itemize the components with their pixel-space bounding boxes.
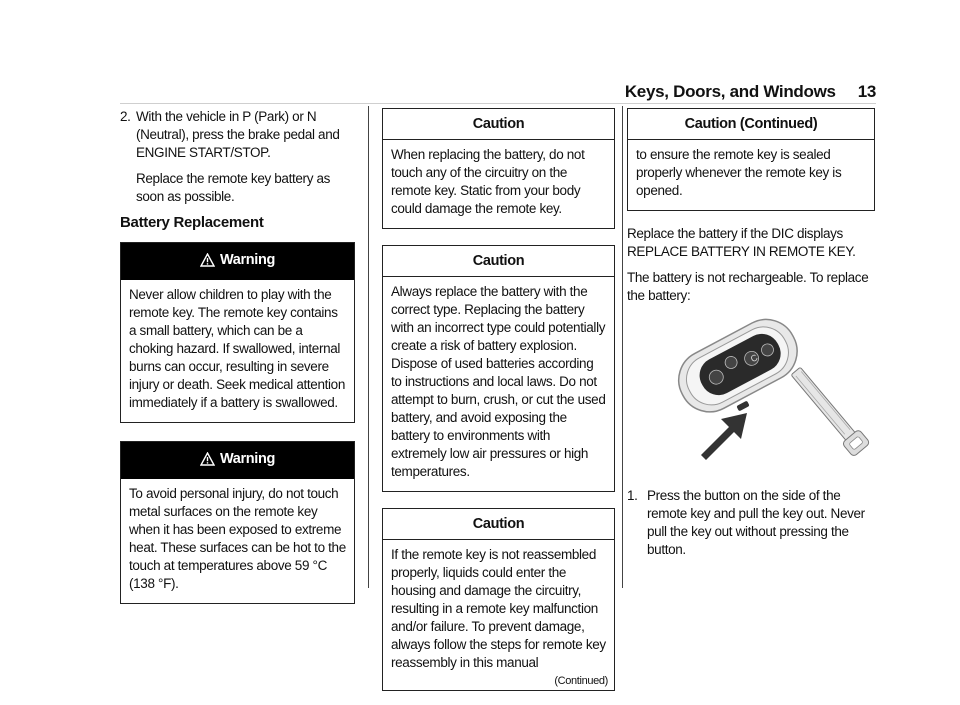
warning-header <box>121 243 354 280</box>
arrow-icon <box>701 413 747 460</box>
warning-title: Warning <box>219 451 275 467</box>
caution-body: Always replace the battery with the correct type. Replacing the battery with an incorrect type could potentially create a risk of battery explosion. Dispose of used batteries according to instructions and local laws. Do not attempt to burn, crush, or cut the used battery, and avoid exposing the battery to environments with extremely low air pressures or high temperatures. <box>391 284 606 479</box>
warning-triangle-icon <box>200 452 215 471</box>
mechanical-key <box>787 364 870 457</box>
caution-body: When replacing the battery, do not touch any of the circuitry on the remote key. Static from your body could damage the remote key. <box>391 147 585 216</box>
caution-box <box>382 108 615 229</box>
caution-title: Caution (Continued) <box>628 109 874 140</box>
warning-body: Never allow children to play with the remote key. The remote key contains a small battery, which can be a choking hazard. If swallowed, internal burns can occur, resulting in severe injury or death. Seek medical attention immediately if a battery is swallowed. <box>129 287 345 410</box>
svg-text:C: C <box>748 352 759 365</box>
page-header <box>476 82 876 102</box>
caution-box <box>382 245 615 492</box>
page-number: 13 <box>857 82 876 101</box>
caution-title: Caution <box>383 246 614 277</box>
caution-body: to ensure the remote key is sealed properly whenever the remote key is opened. <box>636 147 842 198</box>
step-1 <box>627 487 875 559</box>
caution-box <box>627 108 875 211</box>
caution-body: If the remote key is not reassembled properly, liquids could enter the housing and damage the circuitry, resulting in a remote key malfunction and/or failure. To prevent damage, always follow the steps for remote key reassembly in this manual <box>391 547 606 670</box>
warning-body: To avoid personal injury, do not touch metal surfaces on the remote key when it has been exposed to extreme heat. These surfaces can be hot to the touch at temperatures above 59 °C (138 °F). <box>129 486 346 591</box>
section-heading: Battery Replacement <box>120 214 264 231</box>
caution-title: Caution <box>383 509 614 540</box>
paragraph: The battery is not rechargeable. To replace the battery: <box>627 270 869 303</box>
warning-triangle-icon <box>200 253 215 272</box>
step-number: 1. <box>627 488 638 503</box>
column-1 <box>120 108 355 618</box>
column-divider <box>368 106 369 588</box>
column-divider <box>622 106 623 588</box>
warning-box <box>120 242 355 423</box>
warning-header <box>121 442 354 479</box>
continued-label: (Continued) <box>554 675 608 687</box>
caution-title: Caution <box>383 109 614 140</box>
step-text: With the vehicle in P (Park) or N (Neutral), press the brake pedal and ENGINE START/STOP. <box>136 109 340 160</box>
step-text: Press the button on the side of the remote key and pull the key out. Never pull the key out without pressing the button. <box>647 488 865 557</box>
paragraph: Replace the battery if the DIC displays REPLACE BATTERY IN REMOTE KEY. <box>627 226 856 259</box>
step-note: Replace the remote key battery as soon as possible. <box>136 171 331 204</box>
warning-box <box>120 441 355 604</box>
header-rule <box>120 103 876 104</box>
release-button <box>736 401 749 412</box>
column-2 <box>382 108 615 705</box>
section-title: Keys, Doors, and Windows <box>624 82 836 101</box>
caution-box <box>382 508 615 691</box>
step-2 <box>120 108 355 162</box>
remote-key-illustration <box>657 315 872 475</box>
step-number: 2. <box>120 109 131 124</box>
warning-title: Warning <box>219 252 275 268</box>
column-3 <box>627 108 875 559</box>
